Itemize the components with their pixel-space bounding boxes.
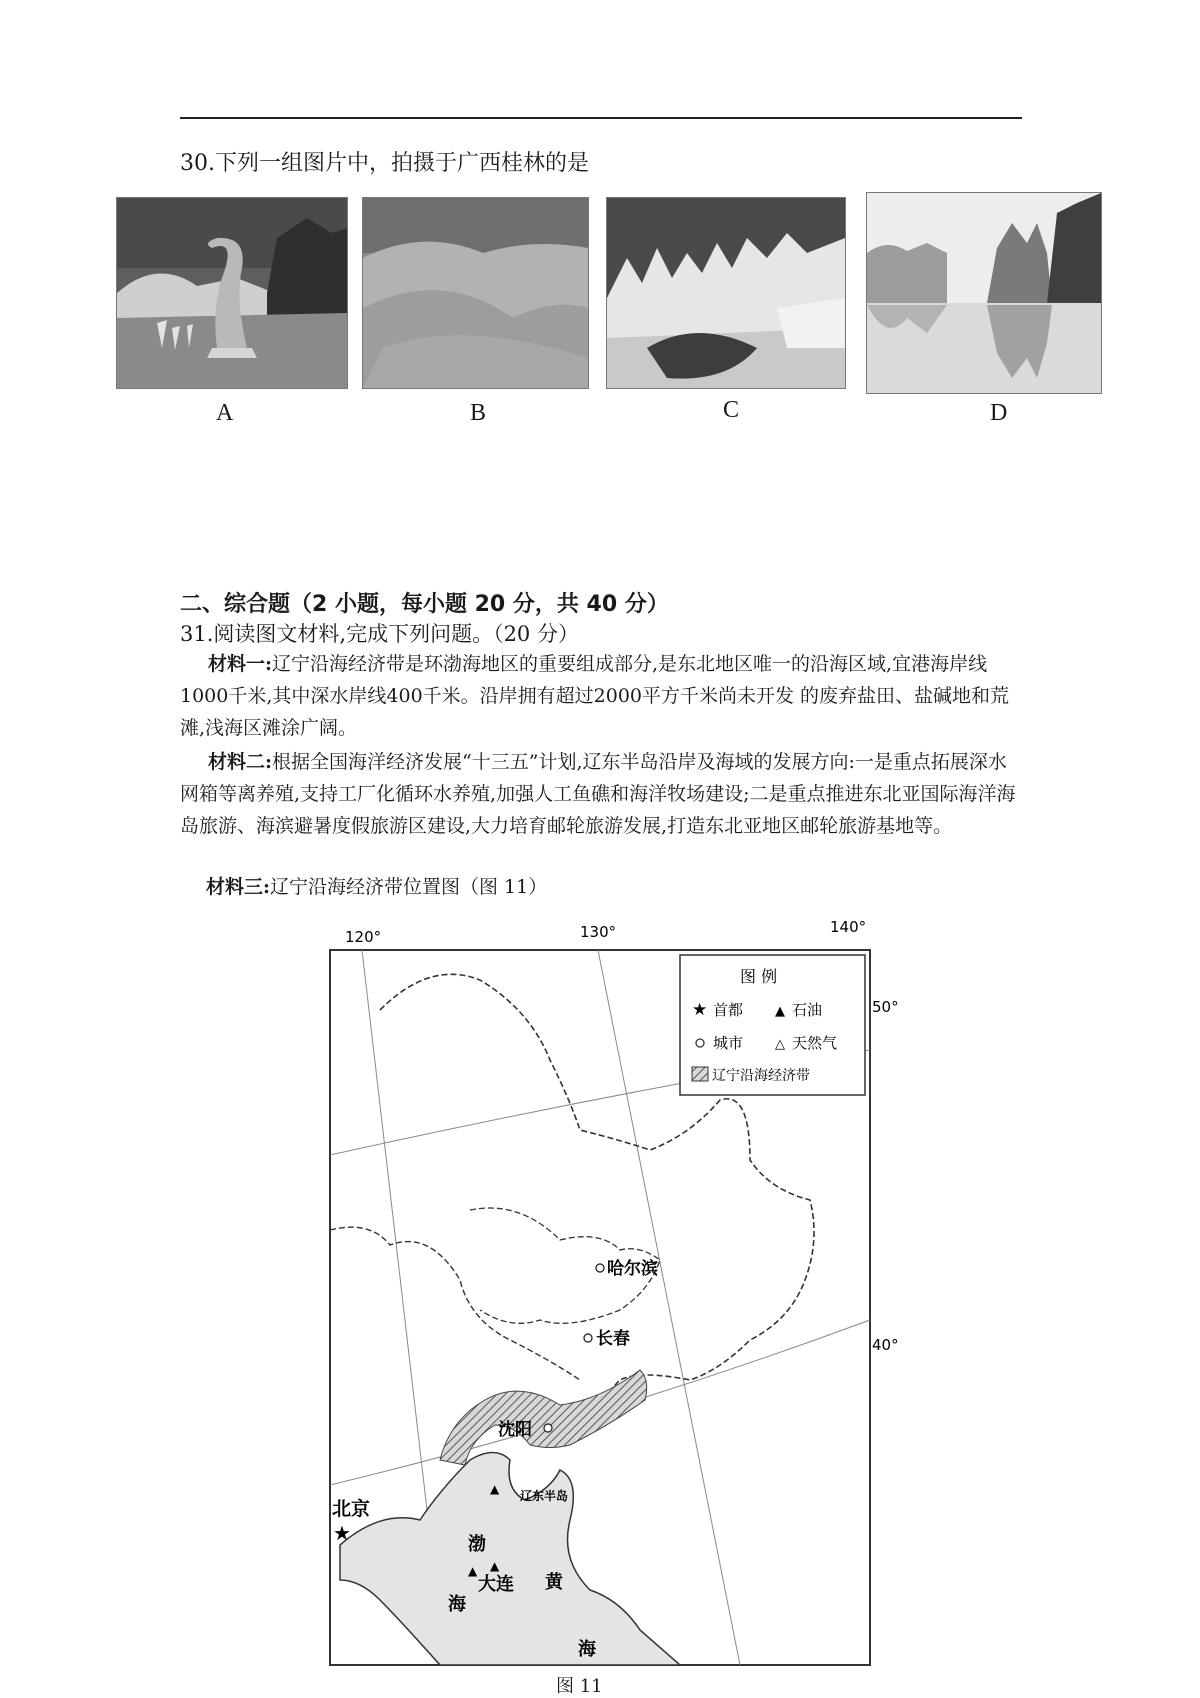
oil-marker-icon: ▲ bbox=[490, 1559, 500, 1573]
legend-gas-icon: △ bbox=[775, 1037, 785, 1052]
region-liaodong-peninsula: 辽东半岛 bbox=[520, 1489, 569, 1503]
material-2 bbox=[180, 746, 1020, 842]
harbin-marker bbox=[596, 1264, 604, 1272]
option-label-a: A bbox=[216, 400, 234, 426]
photo-option-c bbox=[606, 197, 846, 389]
option-label-b: B bbox=[470, 400, 487, 426]
photo-option-d bbox=[866, 192, 1102, 394]
oil-marker-icon: ▲ bbox=[468, 1564, 478, 1578]
material-2-text: 根据全国海洋经济发展“十三五”计划,辽东半岛沿岸及海域的发展方向:一是重点拓展深水网箱等离养殖,支持工厂化循环水养殖,加强人工鱼礁和海洋牧场建设;二是重点推进东北亚国际海洋海岛旅游、海滨避暑度假旅游区建设,大力培育邮轮旅游发展,打造东北亚地区邮轮旅游基地等。 bbox=[180, 751, 1016, 837]
legend-belt-swatch bbox=[692, 1067, 708, 1081]
material-1-label: 材料一: bbox=[208, 653, 273, 675]
question-31-stem: 31.阅读图文材料,完成下列问题。（20 分） bbox=[180, 622, 579, 646]
lat-50-label: 50° bbox=[872, 998, 899, 1016]
shenyang-marker bbox=[544, 1424, 552, 1432]
city-beijing: 北京 bbox=[332, 1498, 371, 1520]
legend-oil-icon: ▲ bbox=[775, 1004, 785, 1019]
photo-option-a bbox=[116, 197, 348, 389]
material-3-text: 辽宁沿海经济带位置图（图 11） bbox=[270, 876, 548, 898]
region-bohai-hai: 海 bbox=[448, 1594, 466, 1615]
top-rule bbox=[180, 117, 1022, 119]
region-bo: 渤 bbox=[468, 1534, 486, 1555]
material-1-text: 辽宁沿海经济带是环渤海地区的重要组成部分,是东北地区唯一的沿海区域,宜港海岸线1000千米,其中深水岸线400千米。沿岸拥有超过2000平方千米尚未开发 的废弃盐田、盐碱地和荒滩,浅海区滩涂广阔。 bbox=[180, 653, 1010, 739]
option-label-c: C bbox=[723, 397, 740, 423]
map-legend bbox=[680, 955, 865, 1095]
oil-marker-icon: ▲ bbox=[490, 1482, 500, 1496]
lon-140-label: 140° bbox=[830, 918, 867, 936]
city-dalian: 大连 bbox=[478, 1574, 514, 1595]
legend-oil: 石油 bbox=[792, 1001, 823, 1019]
option-label-d: D bbox=[990, 400, 1008, 426]
section-2-heading: 二、综合题（2 小题，每小题 20 分，共 40 分） bbox=[180, 592, 669, 617]
question-30-text: 30.下列一组图片中，拍摄于广西桂林的是 bbox=[180, 151, 589, 176]
legend-capital: 首都 bbox=[713, 1001, 744, 1019]
beijing-star-icon: ★ bbox=[333, 1521, 351, 1545]
map-caption: 图 11 bbox=[556, 1676, 603, 1697]
material-1 bbox=[180, 648, 1020, 744]
material-3 bbox=[206, 872, 547, 899]
legend-star-icon: ★ bbox=[692, 1000, 708, 1020]
material-3-label: 材料三: bbox=[206, 876, 271, 898]
lat-40-label: 40° bbox=[872, 1336, 899, 1354]
material-2-label: 材料二: bbox=[208, 751, 273, 773]
map-svg bbox=[320, 900, 899, 1670]
lon-120-label: 120° bbox=[345, 928, 382, 946]
photo-option-b bbox=[362, 197, 589, 389]
legend-title: 图 例 bbox=[740, 967, 778, 986]
legend-city: 城市 bbox=[713, 1034, 744, 1052]
city-harbin: 哈尔滨 bbox=[607, 1259, 658, 1279]
city-changchun: 长春 bbox=[596, 1329, 630, 1349]
location-map bbox=[320, 900, 899, 1670]
region-huang: 黄 bbox=[545, 1572, 563, 1593]
legend-belt: 辽宁沿海经济带 bbox=[712, 1068, 810, 1084]
changchun-marker bbox=[584, 1334, 592, 1342]
lon-130-label: 130° bbox=[580, 923, 617, 941]
legend-gas: 天然气 bbox=[792, 1034, 838, 1052]
region-huanghai-hai: 海 bbox=[578, 1639, 596, 1660]
city-shenyang: 沈阳 bbox=[498, 1420, 532, 1440]
